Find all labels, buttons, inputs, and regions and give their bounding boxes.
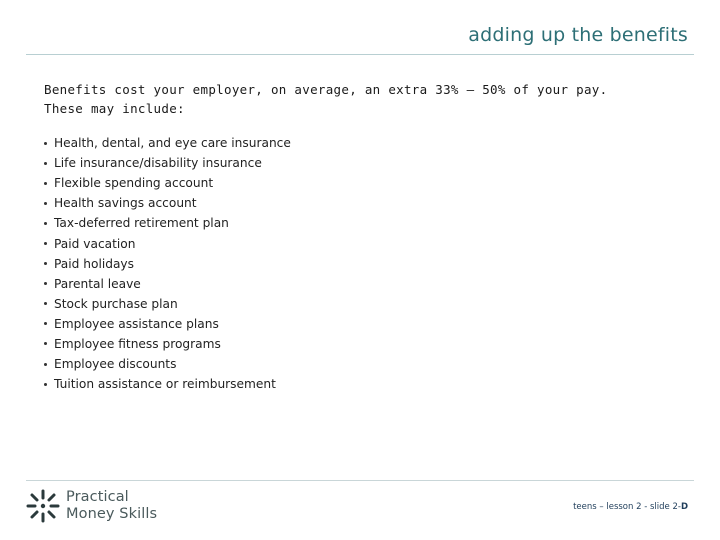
top-divider: [26, 54, 694, 55]
bullet-icon: [44, 302, 47, 305]
bullet-icon: [44, 282, 47, 285]
list-item: Paid vacation: [44, 233, 291, 253]
starburst-logo-icon: [26, 489, 60, 523]
bullet-icon: [44, 262, 47, 265]
bullet-icon: [44, 383, 47, 386]
bullet-icon: [44, 202, 47, 205]
list-item: Health, dental, and eye care insurance: [44, 133, 291, 153]
bullet-icon: [44, 222, 47, 225]
bullet-icon: [44, 182, 47, 185]
slide-title: adding up the benefits: [468, 24, 688, 46]
slide-letter: D: [680, 502, 688, 512]
list-item: Employee discounts: [44, 354, 291, 374]
logo-line-1: Practical: [66, 489, 129, 505]
list-item: Parental leave: [44, 274, 291, 294]
list-item: Flexible spending account: [44, 173, 291, 193]
intro-line-2: These may include:: [44, 101, 185, 116]
list-item: Tax-deferred retirement plan: [44, 213, 291, 233]
bullet-icon: [44, 242, 47, 245]
list-item: Employee assistance plans: [44, 314, 291, 334]
bullet-icon: [44, 142, 47, 145]
logo-wordmark: [66, 489, 157, 523]
list-item: Life insurance/disability insurance: [44, 153, 291, 173]
slide-label: teens – lesson 2 - slide 2-: [573, 502, 681, 512]
intro-text: [44, 80, 644, 118]
bullet-icon: [44, 363, 47, 366]
benefits-list: [44, 133, 291, 394]
list-item: Employee fitness programs: [44, 334, 291, 354]
bullet-icon: [44, 162, 47, 165]
bottom-divider: [26, 480, 694, 481]
bullet-icon: [44, 342, 47, 345]
slide-footer-label: [573, 502, 688, 512]
list-item: Tuition assistance or reimbursement: [44, 374, 291, 394]
brand-logo: [26, 489, 157, 523]
logo-line-2: Money Skills: [66, 506, 158, 522]
list-item: Stock purchase plan: [44, 294, 291, 314]
bullet-icon: [44, 322, 47, 325]
list-item: Paid holidays: [44, 254, 291, 274]
list-item: Health savings account: [44, 193, 291, 213]
intro-line-1: Benefits cost your employer, on average, an extra 33% – 50% of your pay.: [44, 82, 608, 97]
